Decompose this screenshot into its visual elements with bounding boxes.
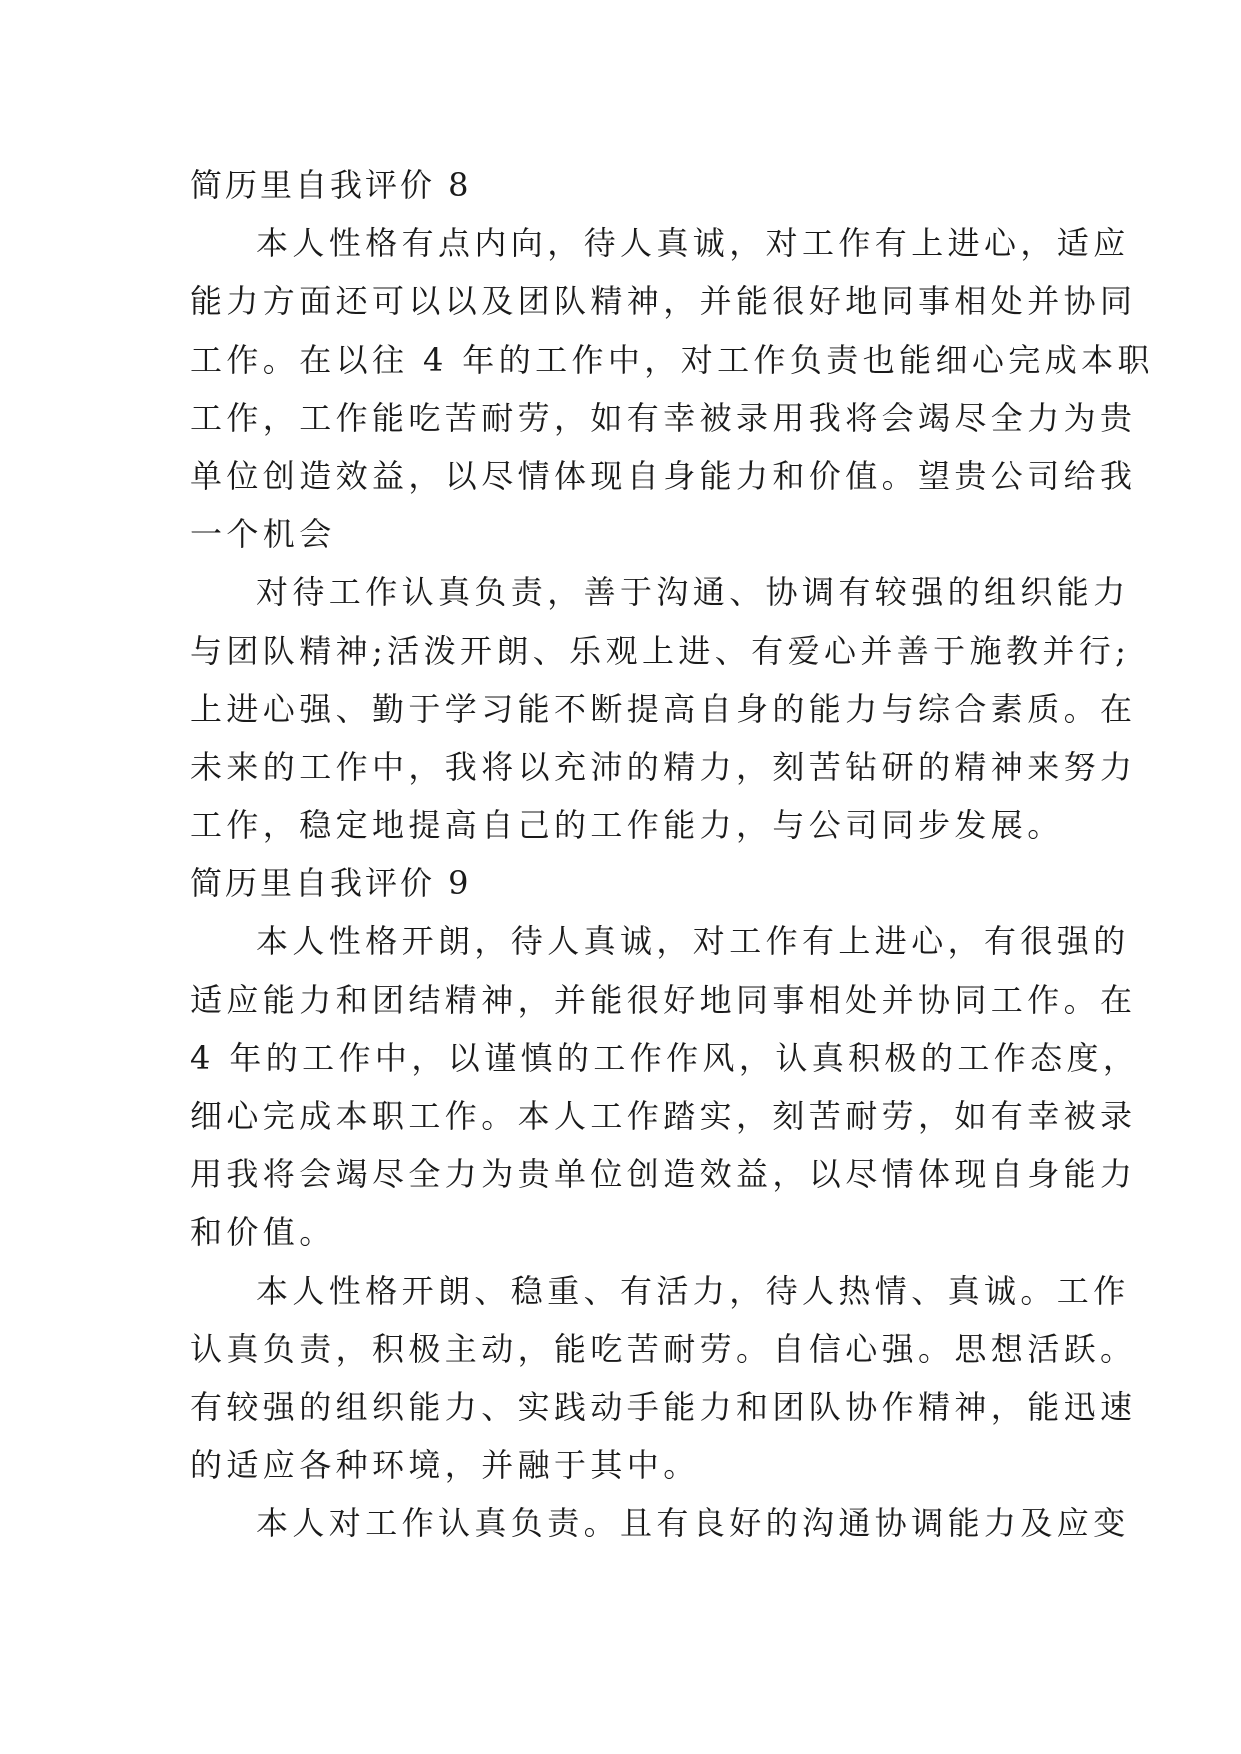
paragraph-line: 一个机会 (190, 515, 336, 554)
section-8 (190, 156, 1154, 854)
paragraph (190, 1262, 1137, 1495)
paragraph-line: 认真负责，积极主动，能吃苦耐劳。自信心强。思想活跃。 (190, 1329, 1137, 1368)
section-title: 简历里自我评价 9 (190, 864, 472, 903)
paragraph (190, 1494, 1130, 1552)
paragraph-line: 工作，稳定地提高自己的工作能力，与公司同步发展。 (190, 806, 1064, 845)
paragraph-line: 的适应各种环境，并融于其中。 (190, 1446, 700, 1485)
paragraph-line: 和价值。 (190, 1213, 336, 1252)
paragraph (190, 214, 1154, 563)
paragraph-line: 未来的工作中，我将以充沛的精力，刻苦钻研的精神来努力 (190, 747, 1137, 786)
paragraph-line: 能力方面还可以以及团队精神，并能很好地同事相处并协同 (190, 282, 1137, 321)
paragraph-line: 用我将会竭尽全力为贵单位创造效益，以尽情体现自身能力 (190, 1155, 1137, 1194)
paragraph-line: 本人性格开朗，待人真诚，对工作有上进心，有很强的 (256, 922, 1130, 961)
section-title: 简历里自我评价 8 (190, 166, 472, 204)
paragraph-line: 本人性格开朗、稳重、有活力，待人热情、真诚。工作 (256, 1271, 1130, 1310)
paragraph-line: 有较强的组织能力、实践动手能力和团队协作精神，能迅速 (190, 1387, 1137, 1426)
paragraph-line: 与团队精神;活泼开朗、乐观上进、有爱心并善于施教并行; (190, 631, 1131, 670)
paragraph (190, 912, 1140, 1261)
paragraph-line: 细心完成本职工作。本人工作踏实，刻苦耐劳，如有幸被录 (190, 1097, 1137, 1135)
paragraph-line: 工作。在以往 4 年的工作中，对工作负责也能细心完成本职 (190, 340, 1154, 379)
section-9 (190, 854, 1140, 1552)
paragraph-line: 工作，工作能吃苦耐劳，如有幸被录用我将会竭尽全力为贵 (190, 398, 1137, 437)
paragraph-line: 单位创造效益，以尽情体现自身能力和价值。望贵公司给我 (190, 456, 1137, 495)
paragraph-line: 本人性格有点内向，待人真诚，对工作有上进心，适应 (256, 224, 1130, 263)
paragraph-line: 4 年的工作中，以谨慎的工作作风，认真积极的工作态度， (190, 1038, 1140, 1077)
document-body (190, 156, 1154, 1553)
paragraph-line: 本人对工作认真负责。且有良好的沟通协调能力及应变 (256, 1504, 1130, 1543)
paragraph-line: 适应能力和团结精神，并能很好地同事相处并协同工作。在 (190, 980, 1137, 1019)
paragraph (190, 563, 1137, 854)
paragraph-line: 对待工作认真负责，善于沟通、协调有较强的组织能力 (256, 573, 1130, 612)
paragraph-line: 上进心强、勤于学习能不断提高自身的能力与综合素质。在 (190, 689, 1137, 728)
